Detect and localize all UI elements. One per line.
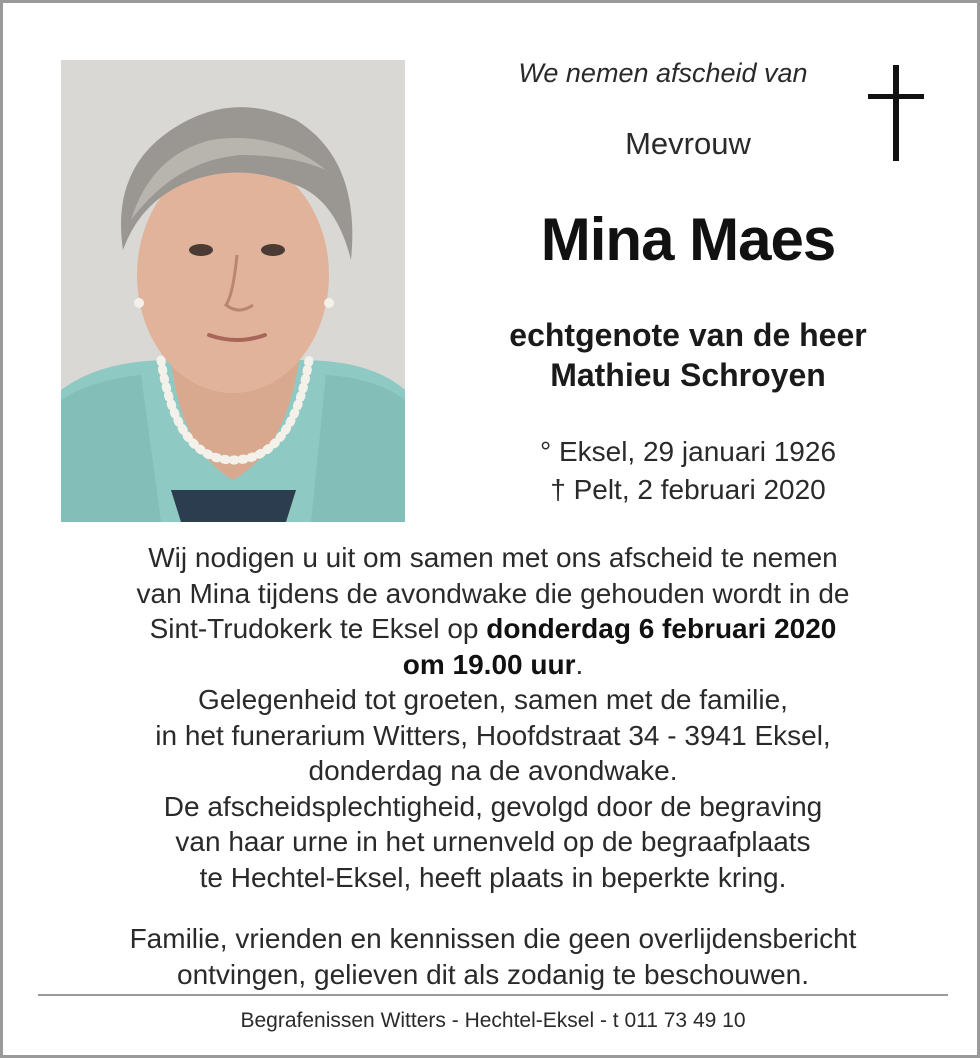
closing-line: Familie, vrienden en kennissen die geen overlijdensbericht <box>129 923 857 954</box>
body-line <box>43 611 943 647</box>
vigil-time: om 19.00 uur <box>402 648 576 680</box>
body-line: van haar urne in het urnenveld op de begraafplaats <box>175 826 811 857</box>
birth-date: ° Eksel, 29 januari 1926 <box>539 436 837 467</box>
spouse-line-1: echtgenote van de heer <box>509 317 867 353</box>
body-line <box>43 647 943 683</box>
body-line: De afscheidsplechtigheid, gevolgd door de begraving <box>163 790 823 822</box>
body-line: Wij nodigen u uit om samen met ons afscheid te nemen <box>148 542 838 573</box>
honorific: Mevrouw <box>625 126 751 161</box>
body-line: Gelegenheid tot groeten, samen met de familie, <box>198 684 788 715</box>
body-line: te Hechtel-Eksel, heeft plaats in beperkte kring. <box>199 861 787 893</box>
deceased-name: Mina Maes <box>540 206 836 273</box>
portrait-photo <box>61 60 405 522</box>
body-line: in het funerarium Witters, Hoofdstraat 34 - 3941 Eksel, <box>155 719 831 751</box>
portrait-illustration <box>61 60 405 522</box>
closing-note <box>43 921 943 993</box>
body-text-plain: Sint-Trudokerk te Eksel op <box>149 613 487 644</box>
ceremony-details <box>43 540 943 895</box>
spouse-line-2: Mathieu Schroyen <box>550 357 826 393</box>
spouse-info <box>443 315 933 395</box>
body-line: donderdag na de avondwake. <box>308 755 678 786</box>
body-line: van Mina tijdens de avondwake die gehouden wordt in de <box>136 577 850 609</box>
vigil-date: donderdag 6 februari 2020 <box>486 613 837 644</box>
funeral-home-footer: Begrafenissen Witters - Hechtel-Eksel - t 011 73 49 10 <box>240 1009 746 1032</box>
closing-line: ontvingen, gelieven dit als zodanig te beschouwen. <box>177 959 809 990</box>
divider <box>38 994 948 996</box>
intro-text: We nemen afscheid van <box>518 58 808 88</box>
body-text-plain: . <box>575 648 584 680</box>
death-date: † Pelt, 2 februari 2020 <box>550 474 826 505</box>
life-dates <box>463 433 913 509</box>
